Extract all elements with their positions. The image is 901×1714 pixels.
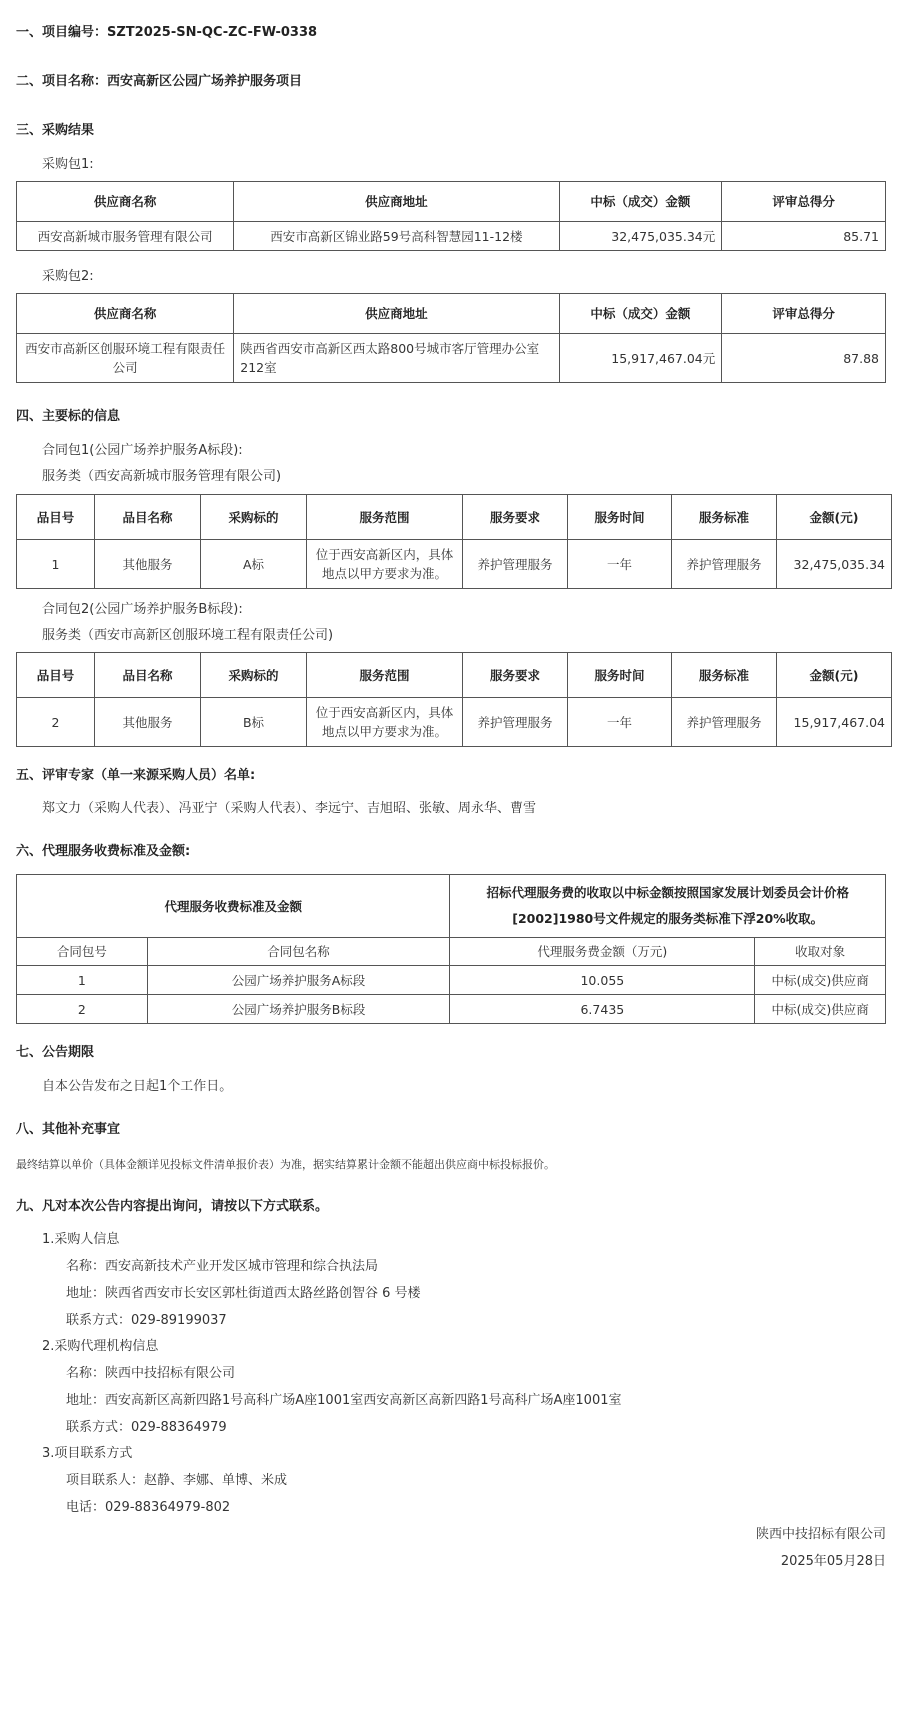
purchaser-phone: 联系方式：029-89199037: [66, 1313, 227, 1328]
score: 85.71: [722, 222, 886, 251]
project-name-label: 二、项目名称：: [16, 74, 108, 89]
service-requirement: 养护管理服务: [463, 698, 568, 747]
package-2-table: [16, 293, 886, 383]
supplier-name: 西安市高新区创服环境工程有限责任公司: [17, 334, 234, 383]
contract-2-line-2: 服务类（西安市高新区创服环境工程有限责任公司): [42, 628, 334, 643]
contract-1-line-1: 合同包1(公园广场养护服务A标段):: [42, 443, 243, 458]
project-number-value: SZT2025-SN-QC-ZC-FW-0338: [107, 25, 318, 40]
project-name-value: 西安高新区公园广场养护服务项目: [107, 74, 303, 89]
package-2-label: 采购包2:: [42, 269, 94, 284]
table-header-row: [17, 294, 886, 334]
contract-name: 公园广场养护服务B标段: [147, 995, 450, 1024]
footer-company: 陕西中技招标有限公司: [755, 1527, 886, 1542]
service-time: 一年: [568, 540, 672, 589]
header-service-standard: 服务标准: [672, 653, 777, 698]
service-time: 一年: [568, 698, 672, 747]
table-header-row: [17, 875, 886, 938]
supplier-address: 西安市高新区锦业路59号高科智慧园11-12楼: [234, 222, 559, 251]
fee-standard-text: 招标代理服务费的收取以中标金额按照国家发展计划委员会计价格[2002]1980号文件规定的服务类标准下浮20%收取。: [450, 875, 886, 938]
supplier-name: 西安高新城市服务管理有限公司: [17, 222, 234, 251]
header-award-amount: 中标（成交）金额: [559, 182, 722, 222]
project-number: [16, 21, 317, 40]
header-charge-target: 收取对象: [755, 938, 886, 966]
contract-2-table: [16, 652, 892, 747]
table-row: [17, 966, 886, 995]
header-supplier-address: 供应商地址: [234, 182, 559, 222]
project-name: [16, 70, 302, 89]
other-matters-text: 最终结算以单价（具体金额详见投标文件清单报价表）为准，据实结算累计金额不能超出供应商中标投标报价。: [16, 1158, 555, 1171]
header-service-requirement: 服务要求: [463, 495, 568, 540]
table-header-row: [17, 182, 886, 222]
table-subheader-row: [17, 938, 886, 966]
section-notice-period-title: 七、公告期限: [16, 1045, 95, 1060]
section-agency-fee-title: 六、代理服务收费标准及金额:: [16, 844, 191, 859]
contract-no: 2: [17, 995, 148, 1024]
service-requirement: 养护管理服务: [463, 540, 568, 589]
agency-address: 地址：西安高新区高新四路1号高科广场A座1001室西安高新区高新四路1号高科广场A座1001室: [66, 1393, 622, 1408]
table-header-row: [17, 495, 892, 540]
agency-phone: 联系方式：029-88364979: [66, 1420, 227, 1435]
header-subject: 采购标的: [201, 653, 307, 698]
subject: A标: [201, 540, 307, 589]
service-scope: 位于西安高新区内，具体地点以甲方要求为准。: [307, 698, 463, 747]
section-contact-title: 九、凡对本次公告内容提出询问，请按以下方式联系。: [16, 1199, 329, 1214]
contract-no: 1: [17, 966, 148, 995]
agency-info-title: 2.采购代理机构信息: [42, 1339, 159, 1354]
service-standard: 养护管理服务: [672, 698, 777, 747]
header-supplier-name: 供应商名称: [17, 182, 234, 222]
section-other-matters-title: 八、其他补充事宜: [16, 1122, 121, 1137]
contract-1-line-2: 服务类（西安高新城市服务管理有限公司): [42, 469, 282, 484]
header-score: 评审总得分: [722, 294, 886, 334]
item-no: 1: [17, 540, 95, 589]
header-amount: 金额(元): [777, 653, 892, 698]
header-award-amount: 中标（成交）金额: [559, 294, 722, 334]
footer-date: 2025年05月28日: [780, 1554, 886, 1569]
fee-standard-label: 代理服务收费标准及金额: [17, 875, 450, 938]
package-1-table: [16, 181, 886, 251]
project-number-label: 一、项目编号：: [16, 25, 108, 40]
package-1-label: 采购包1:: [42, 157, 94, 172]
section-procurement-result-title: 三、采购结果: [16, 123, 95, 138]
table-header-row: [17, 653, 892, 698]
agency-fee-table: [16, 874, 886, 1024]
charge-target: 中标(成交)供应商: [755, 966, 886, 995]
header-service-requirement: 服务要求: [463, 653, 568, 698]
amount: 15,917,467.04: [777, 698, 892, 747]
project-contacts: 项目联系人：赵静、李娜、单博、米成: [66, 1473, 288, 1488]
item-name: 其他服务: [95, 540, 201, 589]
score: 87.88: [722, 334, 886, 383]
award-amount: 15,917,467.04元: [559, 334, 722, 383]
header-contract-name: 合同包名称: [147, 938, 450, 966]
header-item-no: 品目号: [17, 653, 95, 698]
service-scope: 位于西安高新区内，具体地点以甲方要求为准。: [307, 540, 463, 589]
project-phone: 电话：029-88364979-802: [66, 1500, 231, 1515]
purchaser-name: 名称：西安高新技术产业开发区城市管理和综合执法局: [66, 1259, 379, 1274]
header-service-time: 服务时间: [568, 653, 672, 698]
table-row: [17, 698, 892, 747]
header-item-no: 品目号: [17, 495, 95, 540]
header-supplier-address: 供应商地址: [234, 294, 559, 334]
fee-amount: 10.055: [450, 966, 755, 995]
contract-1-table: [16, 494, 892, 589]
header-item-name: 品目名称: [95, 495, 201, 540]
fee-amount: 6.7435: [450, 995, 755, 1024]
table-row: [17, 334, 886, 383]
contract-2-line-1: 合同包2(公园广场养护服务B标段):: [42, 602, 243, 617]
header-score: 评审总得分: [722, 182, 886, 222]
supplier-address: 陕西省西安市高新区西太路800号城市客厅管理办公室212室: [234, 334, 559, 383]
award-amount: 32,475,035.34元: [559, 222, 722, 251]
contract-name: 公园广场养护服务A标段: [147, 966, 450, 995]
header-service-time: 服务时间: [568, 495, 672, 540]
header-fee-amount: 代理服务费金额（万元): [450, 938, 755, 966]
header-service-standard: 服务标准: [672, 495, 777, 540]
table-row: [17, 540, 892, 589]
header-service-scope: 服务范围: [307, 495, 463, 540]
purchaser-address: 地址：陕西省西安市长安区郭杜街道西太路丝路创智谷 6 号楼: [66, 1286, 421, 1301]
experts-list: 郑文力（采购人代表）、冯亚宁（采购人代表）、李远宁、吉旭昭、张敏、周永华、曹雪: [42, 801, 537, 816]
purchaser-info-title: 1.采购人信息: [42, 1232, 120, 1247]
amount: 32,475,035.34: [777, 540, 892, 589]
item-name: 其他服务: [95, 698, 201, 747]
section-experts-title: 五、评审专家（单一来源采购人员）名单:: [16, 768, 256, 783]
header-subject: 采购标的: [201, 495, 307, 540]
charge-target: 中标(成交)供应商: [755, 995, 886, 1024]
section-main-subject-title: 四、主要标的信息: [16, 409, 121, 424]
item-no: 2: [17, 698, 95, 747]
header-supplier-name: 供应商名称: [17, 294, 234, 334]
agency-name: 名称：陕西中技招标有限公司: [66, 1366, 236, 1381]
service-standard: 养护管理服务: [672, 540, 777, 589]
header-contract-no: 合同包号: [17, 938, 148, 966]
header-amount: 金额(元): [777, 495, 892, 540]
notice-period-text: 自本公告发布之日起1个工作日。: [42, 1079, 233, 1094]
header-service-scope: 服务范围: [307, 653, 463, 698]
subject: B标: [201, 698, 307, 747]
table-row: [17, 222, 886, 251]
table-row: [17, 995, 886, 1024]
project-contact-title: 3.项目联系方式: [42, 1446, 133, 1461]
header-item-name: 品目名称: [95, 653, 201, 698]
